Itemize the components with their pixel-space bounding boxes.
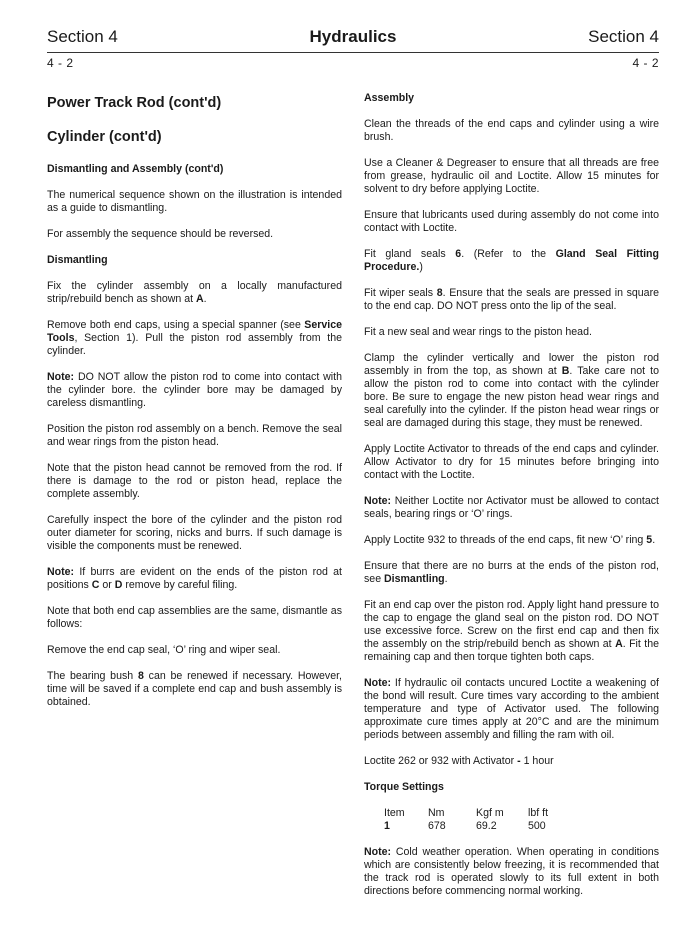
paragraph-cure-time: Loctite 262 or 932 with Activator - 1 hour xyxy=(364,755,554,767)
section-heading-dismantling-assembly: Dismantling and Assembly (cont'd) xyxy=(47,163,224,175)
paragraph-no-burrs: Ensure that there are no burrs at the ends of the piston rod, see Dismantling. xyxy=(364,560,659,585)
paragraph-wiper-seals: Fit wiper seals 8. Ensure that the seals are pressed in square to the end cap. DO NOT press onto the lip of the seal. xyxy=(364,287,659,312)
paragraph-fix-cylinder: Fix the cylinder assembly on a locally manufactured strip/rebuild bench as shown at A. xyxy=(47,280,342,305)
torque-cell-nm: 678 xyxy=(428,820,446,832)
section-heading-assembly: Assembly xyxy=(364,92,415,104)
torque-table-row xyxy=(384,820,558,833)
torque-cell-lbfft: 500 xyxy=(528,820,546,832)
paragraph-clean-threads: Clean the threads of the end caps and cylinder using a wire brush. xyxy=(364,118,659,143)
torque-header-kgfm: Kgf m xyxy=(476,807,504,819)
header-title: Hydraulics xyxy=(309,27,397,46)
paragraph-fit-end-cap: Fit an end cap over the piston rod. Apply light hand pressure to the cap to engage the gland seal on the piston rod. DO NOT use excessive force. Screw on the first end cap and then fix the assembly on the strip/rebuild bench as shown at A. Fit the remaining cap and then torque tighten both caps. xyxy=(364,599,660,663)
paragraph-sequence: The numerical sequence shown on the illustration is intended as a guide to dismantling. xyxy=(47,189,342,214)
page-number-right: 4 - 2 xyxy=(632,56,659,70)
torque-cell-item: 1 xyxy=(384,820,390,832)
page-title: Power Track Rod (cont'd) xyxy=(47,95,222,111)
page-header xyxy=(47,27,659,51)
paragraph-lubricants: Ensure that lubricants used during assembly do not come into contact with Loctite. xyxy=(364,209,659,234)
torque-header-lbfft: lbf ft xyxy=(528,807,549,819)
paragraph-inspect-bore: Carefully inspect the bore of the cylinder and the piston rod outer diameter for scoring, nicks and burrs. If such damage is visible the components must be renewed. xyxy=(47,514,342,552)
header-section-right: Section 4 xyxy=(588,27,659,46)
note-loctite-contact: Note: Neither Loctite nor Activator must be allowed to contact seals, bearing rings or ‘O’ rings. xyxy=(364,495,659,520)
torque-cell-kgfm: 69.2 xyxy=(476,820,497,832)
paragraph-loctite-932: Apply Loctite 932 to threads of the end caps, fit new ‘O’ ring 5. xyxy=(364,534,656,546)
paragraph-position-piston: Position the piston rod assembly on a bench. Remove the seal and wear rings from the piston head. xyxy=(47,423,342,448)
note-piston-rod-contact: Note: DO NOT allow the piston rod to come into contact with the cylinder bore. the cylinder bore may be damaged by careless dismantling. xyxy=(47,371,342,409)
section-heading-torque: Torque Settings xyxy=(364,781,444,793)
paragraph-activator: Apply Loctite Activator to threads of the end caps and cylinder. Allow Activator to dry for 15 minutes before bringing into contact with the Loctite. xyxy=(364,443,659,481)
note-cold-weather: Note: Cold weather operation. When operating in conditions which are consistently below freezing, it is recommended that the track rod is operated slowly to its full extent in both directions before commencing normal working. xyxy=(364,846,659,897)
paragraph-remove-end-caps: Remove both end caps, using a special spanner (see Service Tools, Section 1). Pull the piston rod assembly from the cylinder. xyxy=(47,319,342,357)
paragraph-degreaser: Use a Cleaner & Degreaser to ensure that all threads are free from grease, hydraulic oil and Loctite. Allow 15 minutes for solvent to dry before applying Loctite. xyxy=(364,157,659,195)
header-section-left: Section 4 xyxy=(47,27,118,46)
torque-header-nm: Nm xyxy=(428,807,445,819)
paragraph-remove-seal: Remove the end cap seal, ‘O’ ring and wiper seal. xyxy=(47,644,281,656)
header-rule xyxy=(47,52,659,53)
torque-table-header xyxy=(384,807,558,820)
page-number-left: 4 - 2 xyxy=(47,56,74,70)
page-subtitle: Cylinder (cont'd) xyxy=(47,129,162,145)
paragraph-gland-seals: Fit gland seals 6. (Refer to the Gland Seal Fitting Procedure.) xyxy=(364,248,659,273)
torque-header-item: Item xyxy=(384,807,405,819)
note-burrs: Note: If burrs are evident on the ends of the piston rod at positions C or D remove by careful filing. xyxy=(47,566,342,591)
paragraph-end-cap-assemblies: Note that both end cap assemblies are the same, dismantle as follows: xyxy=(47,605,342,630)
paragraph-bearing-bush: The bearing bush 8 can be renewed if necessary. However, time will be saved if a complete end cap and bush assembly is obtained. xyxy=(47,670,342,708)
paragraph-reverse: For assembly the sequence should be reversed. xyxy=(47,228,274,240)
right-column xyxy=(364,92,659,911)
left-column xyxy=(47,92,342,722)
torque-table xyxy=(384,807,558,833)
paragraph-piston-head: Note that the piston head cannot be removed from the rod. If there is damage to the rod or piston head, replace the complete assembly. xyxy=(47,462,342,500)
section-heading-dismantling: Dismantling xyxy=(47,254,108,266)
note-hydraulic-oil: Note: If hydraulic oil contacts uncured Loctite a weakening of the bond will result. Cure times vary according to the ambient temperature and type of Activator used. The following approximate cure times apply at 20°C and are the minimum periods between assembly and filling the ram with oil. xyxy=(364,677,659,741)
paragraph-new-seal: Fit a new seal and wear rings to the piston head. xyxy=(364,326,592,338)
paragraph-clamp-cylinder: Clamp the cylinder vertically and lower the piston rod assembly in from the top, as shown at B. Take care not to allow the piston rod to come into contact with the cylinder bore. Be sure to engage the new piston head wear rings and seal carefully into the cylinder. If the piston head wear rings or seal are damaged during this stage, they must be renewed. xyxy=(364,352,659,429)
